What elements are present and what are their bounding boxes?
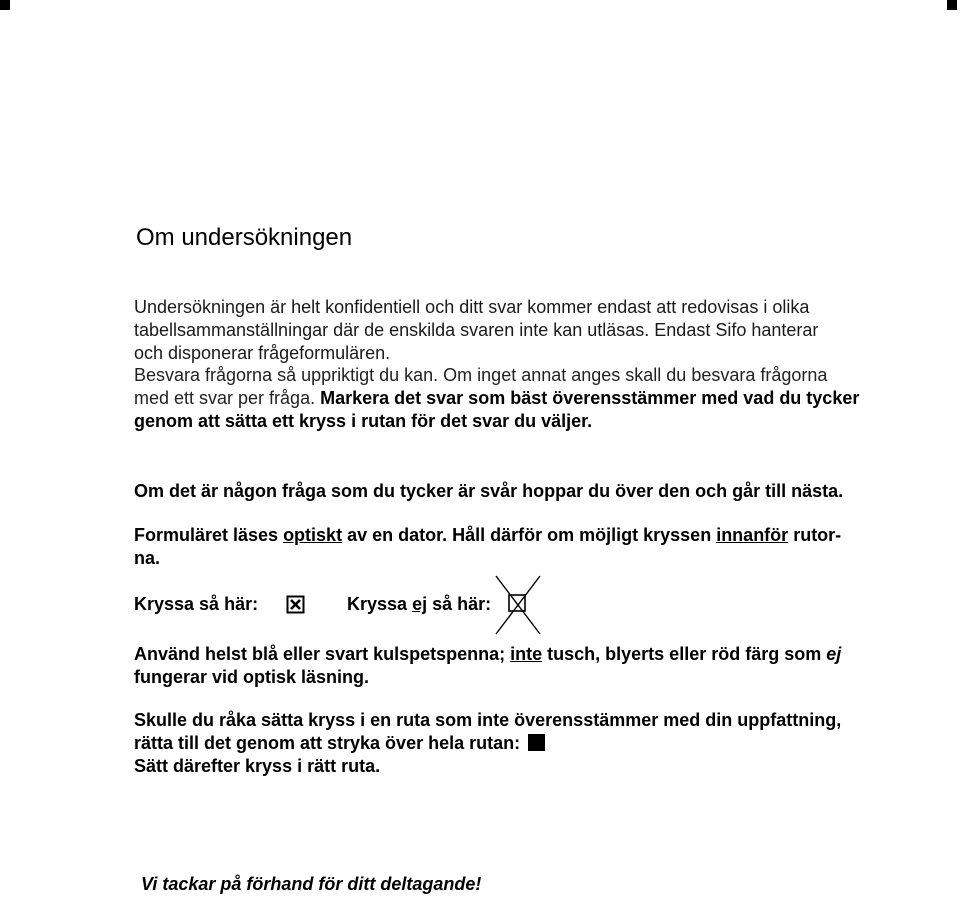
pen-italic-ej: ej — [826, 644, 842, 664]
optical-text-1: Formuläret läses — [134, 525, 284, 545]
pen-underlined-inte: inte — [510, 644, 543, 664]
correction-line-1: Skulle du råka sätta kryss i en ruta som inte överensstämmer med din uppfattning, — [134, 710, 842, 730]
filled-box-icon — [528, 734, 545, 751]
kryss-wrong-underlined: ej — [412, 594, 428, 614]
pen-text-2: tusch, blyerts eller röd färg som — [542, 644, 827, 664]
page-title: Om undersökningen — [136, 224, 353, 251]
intro-line-2: tabellsammanställningar där de enskilda svaren inte kan utläsas. Endast Sifo hanterar — [134, 320, 819, 340]
thanks-text: Vi tackar på förhand för ditt deltagande! — [141, 874, 482, 894]
correction-line-3: Sätt därefter kryss i rätt ruta. — [134, 756, 381, 776]
instructions-line-2: med ett svar per fråga. — [134, 388, 316, 408]
optical-reading-paragraph — [134, 524, 960, 570]
intro-paragraph — [134, 296, 960, 365]
instructions-line-1: Besvara frågorna så uppriktigt du kan. Om inget annat anges skall du besvara frågorna — [134, 365, 828, 385]
intro-line-3: och disponerar frågeformulären. — [134, 343, 391, 363]
instructions-line-4: genom att sätta ett kryss i rutan för det svar du väljer. — [134, 411, 593, 431]
kryss-wrong-text-2: så här: — [427, 594, 492, 614]
optical-underlined-innanfor: innanför — [716, 525, 789, 545]
kryss-correct-label: Kryssa så här: — [134, 594, 259, 614]
optical-text-2: av en dator. Håll därför om möjligt kryssen — [342, 525, 717, 545]
optical-underlined-optiskt: optiskt — [283, 525, 343, 545]
registration-mark-top-right — [947, 0, 957, 10]
checked-box-correct-icon — [286, 595, 306, 615]
kryss-wrong-label — [347, 594, 491, 615]
instructions-mark-text: Markera det svar som bäst överensstämmer med vad du tycker — [315, 388, 860, 408]
kryss-wrong-text-1: Kryssa — [347, 594, 413, 614]
instructions-paragraph — [134, 364, 960, 433]
optical-text-3: rutor- — [788, 525, 842, 545]
correction-paragraph — [134, 709, 960, 778]
oversized-cross-wrong-icon — [494, 574, 544, 636]
pen-paragraph — [134, 643, 960, 689]
registration-mark-top-left — [0, 0, 10, 10]
optical-text-4: na. — [134, 548, 161, 568]
hard-question-paragraph: Om det är någon fråga som du tycker är svår hoppar du över den och går till nästa. — [134, 481, 844, 501]
pen-text-3: fungerar vid optisk läsning. — [134, 667, 370, 687]
pen-text-1: Använd helst blå eller svart kulspetspenna; — [134, 644, 511, 664]
correction-line-2: rätta till det genom att stryka över hela rutan: — [134, 733, 521, 753]
intro-line-1: Undersökningen är helt konfidentiell och ditt svar kommer endast att redovisas i olika — [134, 297, 810, 317]
